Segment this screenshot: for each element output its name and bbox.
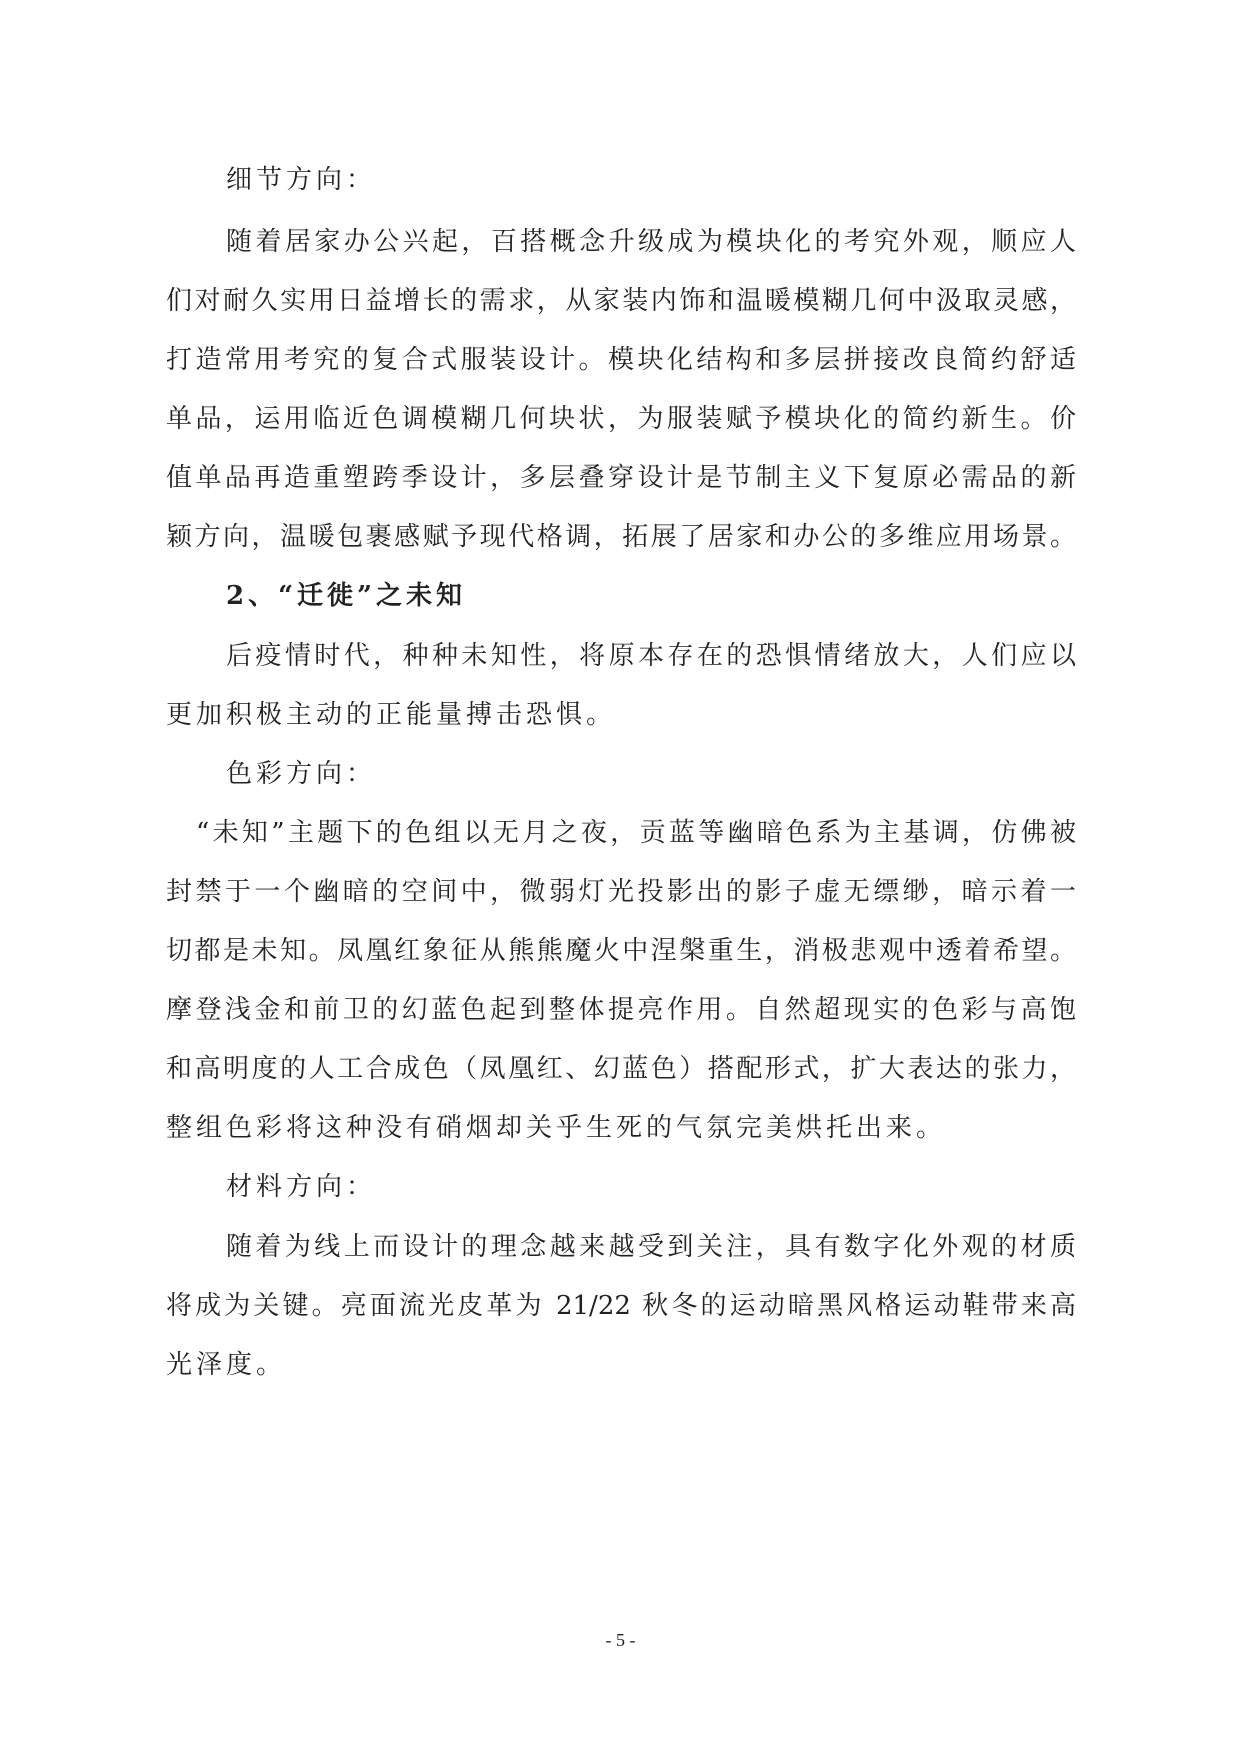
material-paragraph-line: 光泽度。 <box>166 1350 287 1380</box>
material-paragraph-line: 随着为线上而设计的理念越来越受到关注，具有数字化外观的材质 <box>226 1232 1076 1262</box>
detail-paragraph-line: 单品，运用临近色调模糊几何块状，为服装赋予模块化的简约新生。价 <box>166 404 1076 434</box>
section-2-heading: 2、“迁徙”之未知 <box>226 581 467 611</box>
detail-paragraph-line: 值单品再造重塑跨季设计，多层叠穿设计是节制主义下复原必需品的新 <box>166 463 1076 493</box>
color-heading: 色彩方向： <box>226 759 377 789</box>
color-paragraph-line: 封禁于一个幽暗的空间中，微弱灯光投影出的影子虚无缥缈，暗示着一 <box>166 877 1076 907</box>
color-paragraph-line: 和高明度的人工合成色（凤凰红、幻蓝色）搭配形式，扩大表达的张力， <box>166 1054 1076 1084</box>
material-paragraph-line: 将成为关键。亮面流光皮革为 21/22 秋冬的运动暗黑风格运动鞋带来高 <box>166 1291 1076 1321</box>
intro-paragraph-line: 更加积极主动的正能量搏击恐惧。 <box>166 700 617 730</box>
color-paragraph-line: “未知”主题下的色组以无月之夜，贡蓝等幽暗色系为主基调，仿佛被 <box>196 818 1076 848</box>
detail-paragraph-line: 们对耐久实用日益增长的需求，从家装内饰和温暖模糊几何中汲取灵感， <box>166 286 1076 316</box>
color-paragraph-line: 摩登浅金和前卫的幻蓝色起到整体提亮作用。自然超现实的色彩与高饱 <box>166 995 1076 1025</box>
detail-paragraph-line: 打造常用考究的复合式服装设计。模块化结构和多层拼接改良简约舒适 <box>166 345 1076 375</box>
detail-paragraph-line: 颖方向，温暖包裹感赋予现代格调，拓展了居家和办公的多维应用场景。 <box>166 522 1076 552</box>
detail-paragraph-line: 随着居家办公兴起，百搭概念升级成为模块化的考究外观，顺应人 <box>226 227 1076 257</box>
detail-heading: 细节方向： <box>226 165 377 195</box>
page-number: - 5 - <box>605 1630 636 1650</box>
intro-paragraph-line: 后疫情时代，种种未知性，将原本存在的恐惧情绪放大，人们应以 <box>226 641 1076 671</box>
color-paragraph-line: 切都是未知。凤凰红象征从熊熊魔火中涅槃重生，消极悲观中透着希望。 <box>166 936 1076 966</box>
color-paragraph-line: 整组色彩将这种没有硝烟却关乎生死的气氛完美烘托出来。 <box>166 1113 947 1143</box>
material-heading: 材料方向： <box>226 1172 377 1202</box>
